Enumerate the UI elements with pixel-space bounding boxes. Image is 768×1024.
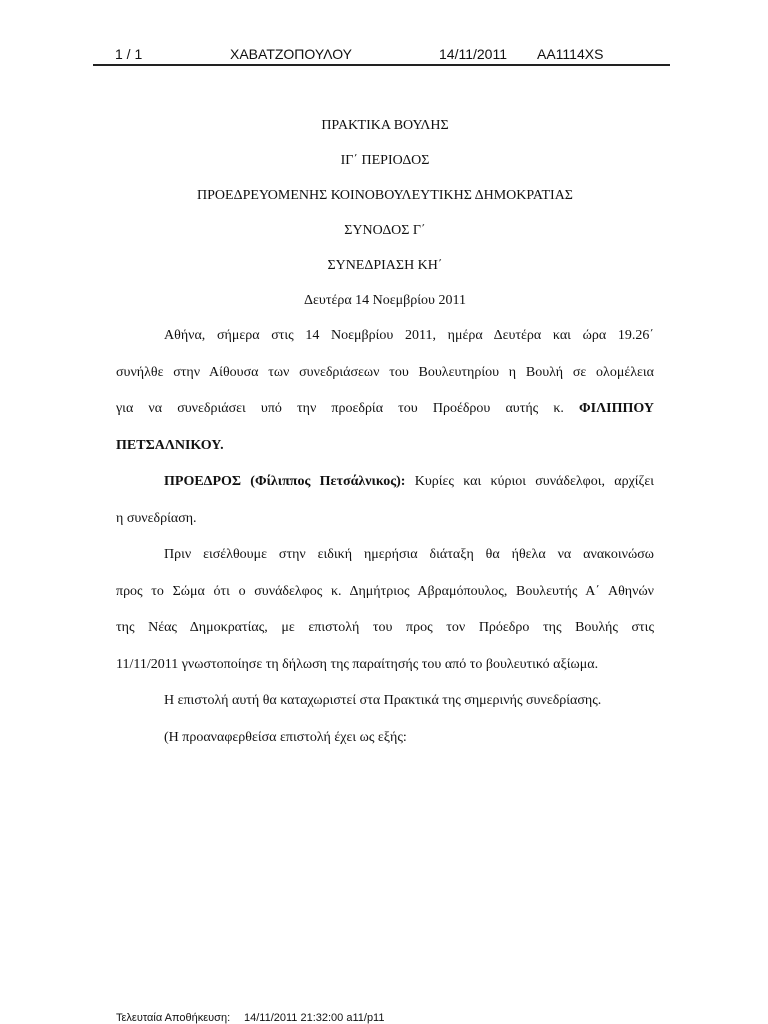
paragraph-letter-record xyxy=(116,683,654,720)
footer-last-saved: 14/11/2011 21:32:00 a11/p11 xyxy=(244,1012,385,1024)
header-date: 14/11/2011 xyxy=(439,46,507,62)
paragraph-line: (Η προαναφερθείσα επιστολή έχει ως εξής: xyxy=(164,729,407,745)
page-footer xyxy=(116,1012,384,1024)
paragraph-letter-intro xyxy=(116,720,654,757)
paragraph-line: συνήλθε στην Αίθουσα των συνεδριάσεων του Βουλευτηρίου η Βουλή σε ολομέλεια xyxy=(116,364,654,380)
paragraph-opening xyxy=(116,318,654,464)
paragraph-line: 11/11/2011 γνωστοποίησε τη δήλωση της παραίτησής του από το βουλευτικό αξίωμα. xyxy=(116,656,599,672)
title-sitting: ΣΥΝΕΔΡΙΑΣΗ ΚΗ΄ xyxy=(327,258,443,273)
title-date: Δευτέρα 14 Νοεμβρίου 2011 xyxy=(304,293,466,308)
paragraph-line: προς το Σώμα ότι ο συνάδελφος κ. Δημήτριος Αβραμόπουλος, Βουλευτής Α΄ Αθηνών xyxy=(116,583,654,599)
speaker-label: ΠΡΟΕΔΡΟΣ (Φίλιππος Πετσάλνικος): xyxy=(164,474,406,489)
header-page-number: 1 / 1 xyxy=(115,46,143,62)
title-democracy: ΠΡΟΕΔΡΕΥΟΜΕΝΗΣ ΚΟΙΝΟΒΟΥΛΕΥΤΙΚΗΣ ΔΗΜΟΚΡΑΤΙΑΣ xyxy=(197,188,573,203)
paragraph-announcement xyxy=(116,537,654,683)
paragraph-text: για να συνεδριάσει υπό την προεδρία του Προέδρου αυτής κ. xyxy=(116,401,564,416)
page-header xyxy=(93,44,670,66)
president-name: ΦΙΛΙΠΠΟΥ xyxy=(579,401,654,416)
paragraph-speaker xyxy=(116,464,654,537)
title-session: ΣΥΝΟΔΟΣ Γ΄ xyxy=(344,223,426,238)
title-minutes: ΠΡΑΚΤΙΚΑ ΒΟΥΛΗΣ xyxy=(321,118,449,133)
title-period: ΙΓ΄ ΠΕΡΙΟΔΟΣ xyxy=(340,153,430,168)
header-author: ΧΑΒΑΤΖΟΠΟΥΛΟΥ xyxy=(230,46,352,62)
paragraph-line: της Νέας Δημοκρατίας, με επιστολή του προς τον Πρόεδρο της Βουλής στις xyxy=(116,620,654,635)
document-body xyxy=(116,108,654,756)
header-document-code: ΑΑ1114XS xyxy=(537,46,604,62)
paragraph-line: Πριν εισέλθουμε στην ειδική ημερήσια διάταξη θα ήθελα να ανακοινώσω xyxy=(164,547,654,562)
footer-label: Τελευταία Αποθήκευση: xyxy=(116,1012,231,1024)
paragraph-line xyxy=(116,464,654,501)
paragraph-line: Αθήνα, σήμερα στις 14 Νοεμβρίου 2011, ημέρα Δευτέρα και ώρα 19.26΄ xyxy=(164,328,654,343)
paragraph-line: η συνεδρίαση. xyxy=(116,510,197,526)
president-surname: ΠΕΤΣΑΛΝΙΚΟΥ. xyxy=(116,437,224,453)
paragraph-line: Η επιστολή αυτή θα καταχωριστεί στα Πρακτικά της σημερινής συνεδρίασης. xyxy=(164,693,602,708)
paragraph-text: Κυρίες και κύριοι συνάδελφοι, αρχίζει xyxy=(414,474,654,489)
paragraph-line xyxy=(116,391,654,428)
